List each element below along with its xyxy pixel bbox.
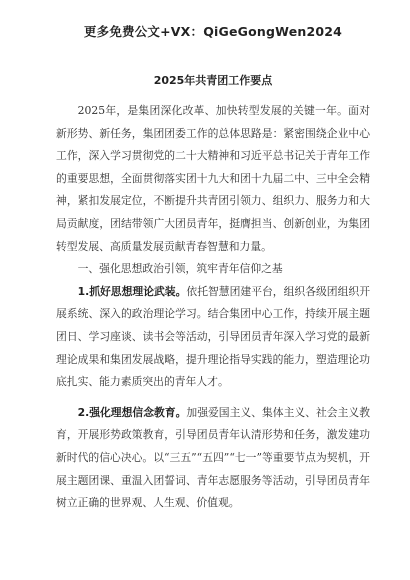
item-2-lead: 2.强化理想信念教育。: [77, 405, 187, 419]
paragraph-gap: [56, 394, 370, 402]
item-1-text: 依托智慧团建平台，组织各级团组织开展系统、深入的政治理论学习。结合集团中心工作，持续开展主题团日、学习座谈、读书会等活动，引导团员青年深入学习党的最新理论成果和集团发展战略，提升理论指导实践的能力，塑造理论功底扎实、能力素质突出的青年人才。: [56, 284, 370, 389]
section-1-heading: 一、强化思想政治引领，筑牢青年信仰之基: [77, 262, 283, 276]
item-1-paragraph: [56, 281, 370, 394]
promo-banner: 更多免费公文+VX：QiGeGongWen2024: [83, 24, 343, 39]
intro-paragraph: 2025年，是集团深化改革、加快转型发展的关键一年。面对新形势、新任务，集团团委工作的总体思路是：紧密围绕企业中心工作，深入学习贯彻党的二十大精神和习近平总书记关于青年工作的重要思想，全面贯彻落实团十九大和团十九届二中、三中全会精神，紧扣发展定位，不断提升共青团引领力、组织力、服务力和大局贡献度，团结带领广大团员青年，挺膺担当、创新创业，为集团转型发展、高质量发展贡献青春智慧和力量。: [56, 104, 370, 253]
item-2-text: 加强爱国主义、集体主义、社会主义教育，开展形势政策教育，引导团员青年认清形势和任务，激发建功新时代的信心决心。以“三五”“五四”“七一”等重要节点为契机，开展主题团课、重温入团誓词、青年志愿服务等活动，引导团员青年树立正确的世界观、人生观、价值观。: [56, 405, 370, 510]
item-2-paragraph: [56, 402, 370, 515]
item-1-lead: 1.抓好思想理论武装。: [77, 284, 187, 298]
document-title: 2025年共青团工作要点: [153, 74, 273, 87]
